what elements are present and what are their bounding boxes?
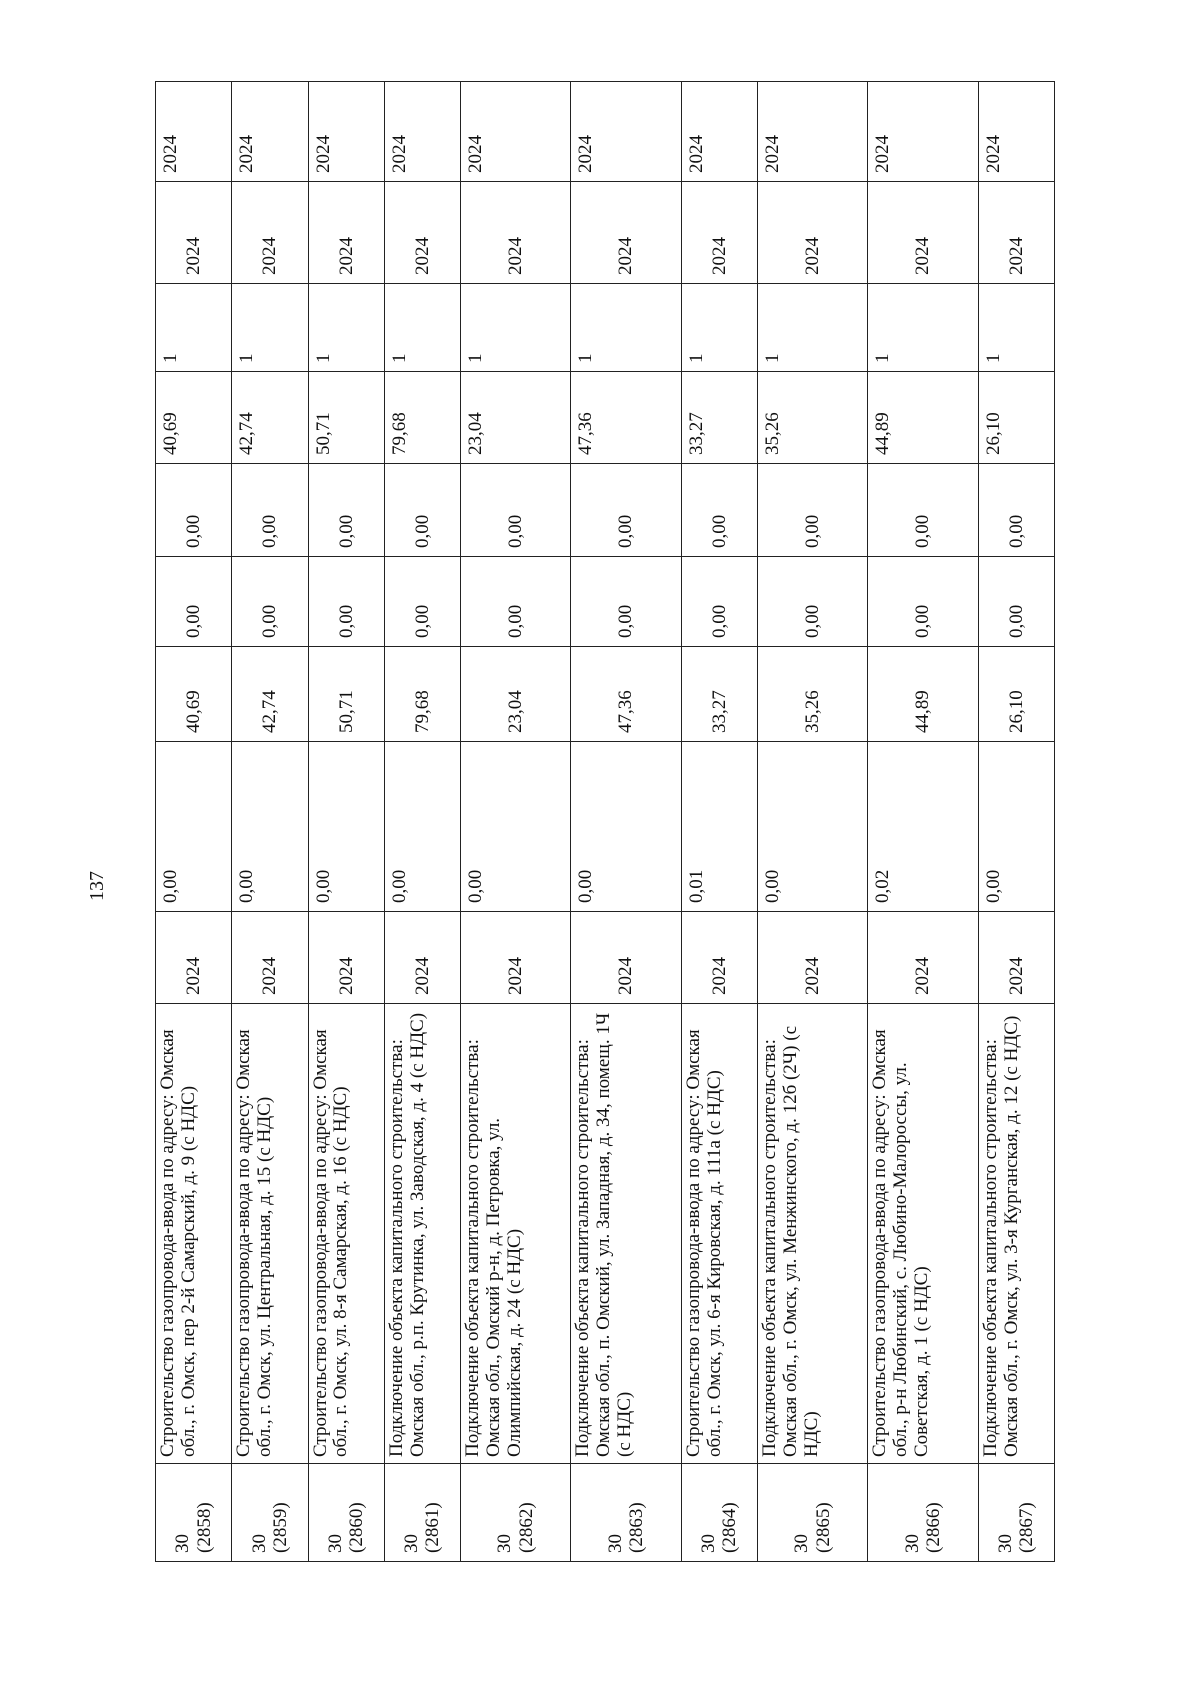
- value-cell-3: 0,00: [384, 557, 460, 647]
- value-cell-4: 0,00: [868, 464, 978, 557]
- value-cell-5: 26,10: [978, 372, 1054, 464]
- object-description: Строительство газопровода-ввода по адресу: Омская обл., г. Омск, пер 2-й Самарский, д. 9 (с НДС): [156, 1004, 232, 1464]
- year-end-cell: 2024: [681, 82, 757, 182]
- quantity-cell: 1: [461, 284, 571, 372]
- value-cell-1: 0,02: [868, 742, 978, 912]
- value-cell-3: 0,00: [232, 557, 308, 647]
- object-description: Строительство газопровода-ввода по адресу: Омская обл., г. Омск, ул. 8-я Самарская, д. 16 (с НДС): [308, 1004, 384, 1464]
- row-code: (2864): [719, 1502, 741, 1553]
- row-number: 30: [248, 1534, 270, 1553]
- table-row: [308, 82, 384, 1562]
- year-start-cell: 2024: [384, 182, 460, 284]
- value-cell-4: 0,00: [156, 464, 232, 557]
- page-number: 137: [86, 871, 108, 901]
- value-cell-4: 0,00: [681, 464, 757, 557]
- row-number: 30: [698, 1534, 720, 1553]
- table-row: [868, 82, 978, 1562]
- row-number: 30: [401, 1534, 423, 1553]
- object-description: Подключение объекта капитального строительства: Омская обл., п. Омский, ул. Западная, д. 34, помещ. 1Ч (с НДС): [571, 1004, 681, 1464]
- value-cell-5: 79,68: [384, 372, 460, 464]
- value-cell-3: 0,00: [156, 557, 232, 647]
- row-code: (2863): [626, 1502, 648, 1553]
- value-cell-3: 0,00: [308, 557, 384, 647]
- table-row: [384, 82, 460, 1562]
- value-cell-5: 23,04: [461, 372, 571, 464]
- value-cell-3: 0,00: [868, 557, 978, 647]
- year-start-cell: 2024: [571, 182, 681, 284]
- table-row: [156, 82, 232, 1562]
- year-cell: 2024: [868, 912, 978, 1004]
- value-cell-1: 0,00: [461, 742, 571, 912]
- year-start-cell: 2024: [461, 182, 571, 284]
- value-cell-4: 0,00: [308, 464, 384, 557]
- value-cell-5: 44,89: [868, 372, 978, 464]
- year-start-cell: 2024: [978, 182, 1054, 284]
- row-id-cell: [232, 1464, 308, 1562]
- table-row: [232, 82, 308, 1562]
- quantity-cell: 1: [384, 284, 460, 372]
- year-cell: 2024: [461, 912, 571, 1004]
- value-cell-1: 0,00: [978, 742, 1054, 912]
- object-description: Строительство газопровода-ввода по адресу: Омская обл., г. Омск, ул. Центральная, д. 15 (с НДС): [232, 1004, 308, 1464]
- value-cell-3: 0,00: [757, 557, 867, 647]
- value-cell-2: 44,89: [868, 647, 978, 742]
- table-row: [681, 82, 757, 1562]
- year-start-cell: 2024: [681, 182, 757, 284]
- quantity-cell: 1: [571, 284, 681, 372]
- object-description: Подключение объекта капитального строительства: Омская обл., р.п. Крутинка, ул. Заводская, д. 4 (с НДС): [384, 1004, 460, 1464]
- value-cell-2: 40,69: [156, 647, 232, 742]
- year-cell: 2024: [978, 912, 1054, 1004]
- row-id-cell: [384, 1464, 460, 1562]
- year-start-cell: 2024: [232, 182, 308, 284]
- row-id-cell: [978, 1464, 1054, 1562]
- row-code: (2859): [269, 1502, 291, 1553]
- table-row: [757, 82, 867, 1562]
- value-cell-1: 0,00: [156, 742, 232, 912]
- value-cell-3: 0,00: [461, 557, 571, 647]
- object-description: Подключение объекта капитального строительства: Омская обл., г. Омск, ул. Менжинского, д. 12б (2Ч) (с НДС): [757, 1004, 867, 1464]
- value-cell-2: 79,68: [384, 647, 460, 742]
- value-cell-4: 0,00: [384, 464, 460, 557]
- row-code: (2866): [922, 1502, 944, 1553]
- row-code: (2865): [812, 1502, 834, 1553]
- table-row: [461, 82, 571, 1562]
- value-cell-5: 42,74: [232, 372, 308, 464]
- year-start-cell: 2024: [868, 182, 978, 284]
- year-cell: 2024: [156, 912, 232, 1004]
- value-cell-1: 0,01: [681, 742, 757, 912]
- year-end-cell: 2024: [757, 82, 867, 182]
- row-id-cell: [681, 1464, 757, 1562]
- value-cell-1: 0,00: [384, 742, 460, 912]
- quantity-cell: 1: [156, 284, 232, 372]
- object-description: Строительство газопровода-ввода по адресу: Омская обл., г. Омск, ул. 6-я Кировская, д. 111а (с НДС): [681, 1004, 757, 1464]
- year-end-cell: 2024: [384, 82, 460, 182]
- year-end-cell: 2024: [156, 82, 232, 182]
- row-code: (2858): [193, 1502, 215, 1553]
- quantity-cell: 1: [757, 284, 867, 372]
- object-description: Подключение объекта капитального строительства: Омская обл., г. Омск, ул. 3-я Курганская, д. 12 (с НДС): [978, 1004, 1054, 1464]
- row-code: (2867): [1016, 1502, 1038, 1553]
- value-cell-2: 35,26: [757, 647, 867, 742]
- year-cell: 2024: [232, 912, 308, 1004]
- year-end-cell: 2024: [232, 82, 308, 182]
- value-cell-1: 0,00: [757, 742, 867, 912]
- value-cell-2: 23,04: [461, 647, 571, 742]
- value-cell-4: 0,00: [461, 464, 571, 557]
- value-cell-5: 40,69: [156, 372, 232, 464]
- row-number: 30: [995, 1534, 1017, 1553]
- row-id-cell: [308, 1464, 384, 1562]
- row-number: 30: [324, 1534, 346, 1553]
- quantity-cell: 1: [978, 284, 1054, 372]
- row-number: 30: [791, 1534, 813, 1553]
- year-start-cell: 2024: [308, 182, 384, 284]
- value-cell-1: 0,00: [571, 742, 681, 912]
- quantity-cell: 1: [308, 284, 384, 372]
- row-id-cell: [757, 1464, 867, 1562]
- object-description: Строительство газопровода-ввода по адресу: Омская обл., р-н Любинский, с. Любино-Малороссы, ул. Советская, д. 1 (с НДС): [868, 1004, 978, 1464]
- year-end-cell: 2024: [571, 82, 681, 182]
- row-number: 30: [901, 1534, 923, 1553]
- row-id-cell: [571, 1464, 681, 1562]
- quantity-cell: 1: [232, 284, 308, 372]
- row-code: (2860): [346, 1502, 368, 1553]
- year-cell: 2024: [757, 912, 867, 1004]
- value-cell-1: 0,00: [232, 742, 308, 912]
- row-number: 30: [494, 1534, 516, 1553]
- value-cell-2: 26,10: [978, 647, 1054, 742]
- value-cell-3: 0,00: [978, 557, 1054, 647]
- value-cell-5: 33,27: [681, 372, 757, 464]
- row-code: (2862): [515, 1502, 537, 1553]
- value-cell-5: 35,26: [757, 372, 867, 464]
- value-cell-4: 0,00: [571, 464, 681, 557]
- row-id-cell: [156, 1464, 232, 1562]
- table-row: [978, 82, 1054, 1562]
- object-description: Подключение объекта капитального строительства: Омская обл., Омский р-н, д. Петровка, ул. Олимпийская, д. 24 (с НДС): [461, 1004, 571, 1464]
- quantity-cell: 1: [681, 284, 757, 372]
- year-cell: 2024: [384, 912, 460, 1004]
- value-cell-4: 0,00: [232, 464, 308, 557]
- value-cell-2: 33,27: [681, 647, 757, 742]
- value-cell-3: 0,00: [571, 557, 681, 647]
- value-cell-5: 47,36: [571, 372, 681, 464]
- year-end-cell: 2024: [308, 82, 384, 182]
- row-number: 30: [604, 1534, 626, 1553]
- value-cell-2: 47,36: [571, 647, 681, 742]
- value-cell-3: 0,00: [681, 557, 757, 647]
- year-end-cell: 2024: [978, 82, 1054, 182]
- row-code: (2861): [422, 1502, 444, 1553]
- year-start-cell: 2024: [757, 182, 867, 284]
- data-table: [155, 81, 1055, 1562]
- year-cell: 2024: [681, 912, 757, 1004]
- year-start-cell: 2024: [156, 182, 232, 284]
- table-row: [571, 82, 681, 1562]
- value-cell-4: 0,00: [978, 464, 1054, 557]
- value-cell-1: 0,00: [308, 742, 384, 912]
- row-id-cell: [868, 1464, 978, 1562]
- value-cell-5: 50,71: [308, 372, 384, 464]
- year-end-cell: 2024: [461, 82, 571, 182]
- year-cell: 2024: [308, 912, 384, 1004]
- value-cell-2: 50,71: [308, 647, 384, 742]
- table-container: [155, 82, 1055, 1562]
- row-id-cell: [461, 1464, 571, 1562]
- year-cell: 2024: [571, 912, 681, 1004]
- year-end-cell: 2024: [868, 82, 978, 182]
- row-number: 30: [172, 1534, 194, 1553]
- quantity-cell: 1: [868, 284, 978, 372]
- value-cell-4: 0,00: [757, 464, 867, 557]
- value-cell-2: 42,74: [232, 647, 308, 742]
